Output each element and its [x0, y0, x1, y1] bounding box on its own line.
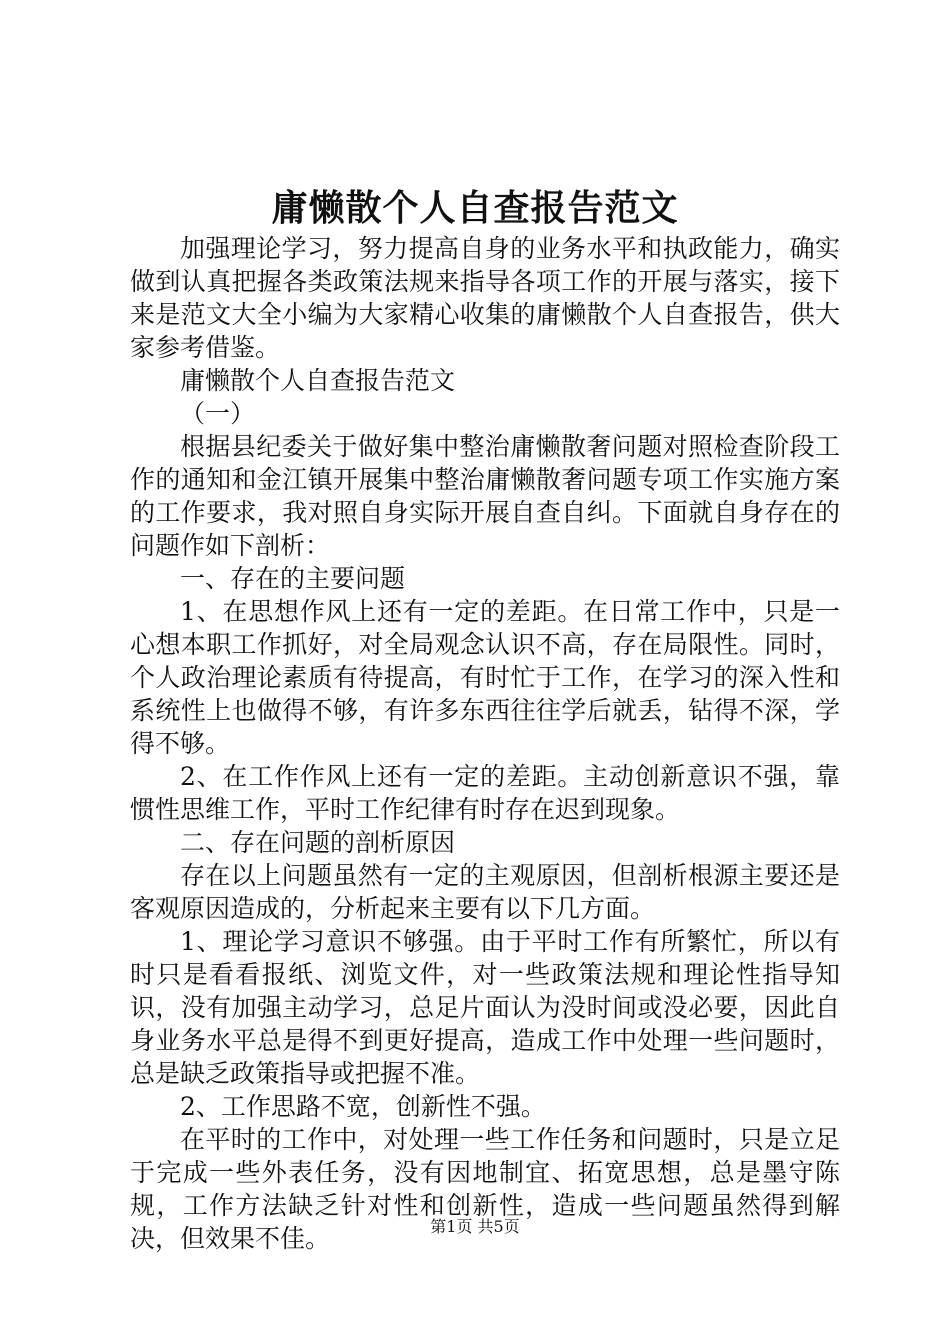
section-heading: 一、存在的主要问题 — [180, 564, 406, 593]
page-footer: 第1页 共5页 — [430, 1217, 520, 1236]
body-paragraph: 2、在工作作风上还有一定的差距。主动创新意识不强，靠惯性思维工作，平时工作纪律有时存在迟到现象。 — [130, 762, 840, 824]
body-paragraph: 存在以上问题虽然有一定的主观原因，但剖析根源主要还是客观原因造成的，分析起来主要有以下几方面。 — [130, 861, 840, 923]
subtitle-line: 庸懒散个人自查报告范文 — [180, 366, 456, 395]
body-paragraph: 根据县纪委关于做好集中整治庸懒散奢问题对照检查阶段工作的通知和金江镇开展集中整治庸懒散奢问题专项工作实施方案的工作要求，我对照自身实际开展自查自纠。下面就自身存在的问题作如下剖析： — [130, 432, 840, 560]
section-heading: 二、存在问题的剖析原因 — [180, 828, 456, 857]
section-number: （一） — [180, 399, 256, 428]
body-paragraph: 2、工作思路不宽，创新性不强。 — [180, 1092, 546, 1121]
intro-paragraph: 加强理论学习，努力提高自身的业务水平和执政能力，确实做到认真把握各类政策法规来指导各项工作的开展与落实，接下来是范文大全小编为大家精心收集的庸懒散个人自查报告，供大家参考借鉴。 — [130, 234, 840, 362]
body-paragraph: 1、在思想作风上还有一定的差距。在日常工作中，只是一心想本职工作抓好，对全局观念认识不高，存在局限性。同时，个人政治理论素质有待提高，有时忙于工作，在学习的深入性和系统性上也做得不够，有许多东西往往学后就丢，钻得不深，学得不够。 — [130, 597, 840, 758]
body-paragraph: 在平时的工作中，对处理一些工作任务和问题时，只是立足于完成一些外表任务，没有因地制宜、拓宽思想，总是墨守陈规，工作方法缺乏针对性和创新性，造成一些问题虽然得到解决，但效果不佳。 — [130, 1125, 840, 1253]
body-paragraph: 1、理论学习意识不够强。由于平时工作有所繁忙，所以有时只是看看报纸、浏览文件，对一些政策法规和理论性指导知识，没有加强主动学习，总足片面认为没时间或没必要，因此自身业务水平总是得不到更好提高，造成工作中处理一些问题时，总是缺乏政策指导或把握不准。 — [130, 927, 840, 1088]
document-body — [130, 232, 840, 1255]
document-title: 庸懒散个人自查报告范文 — [271, 187, 679, 229]
